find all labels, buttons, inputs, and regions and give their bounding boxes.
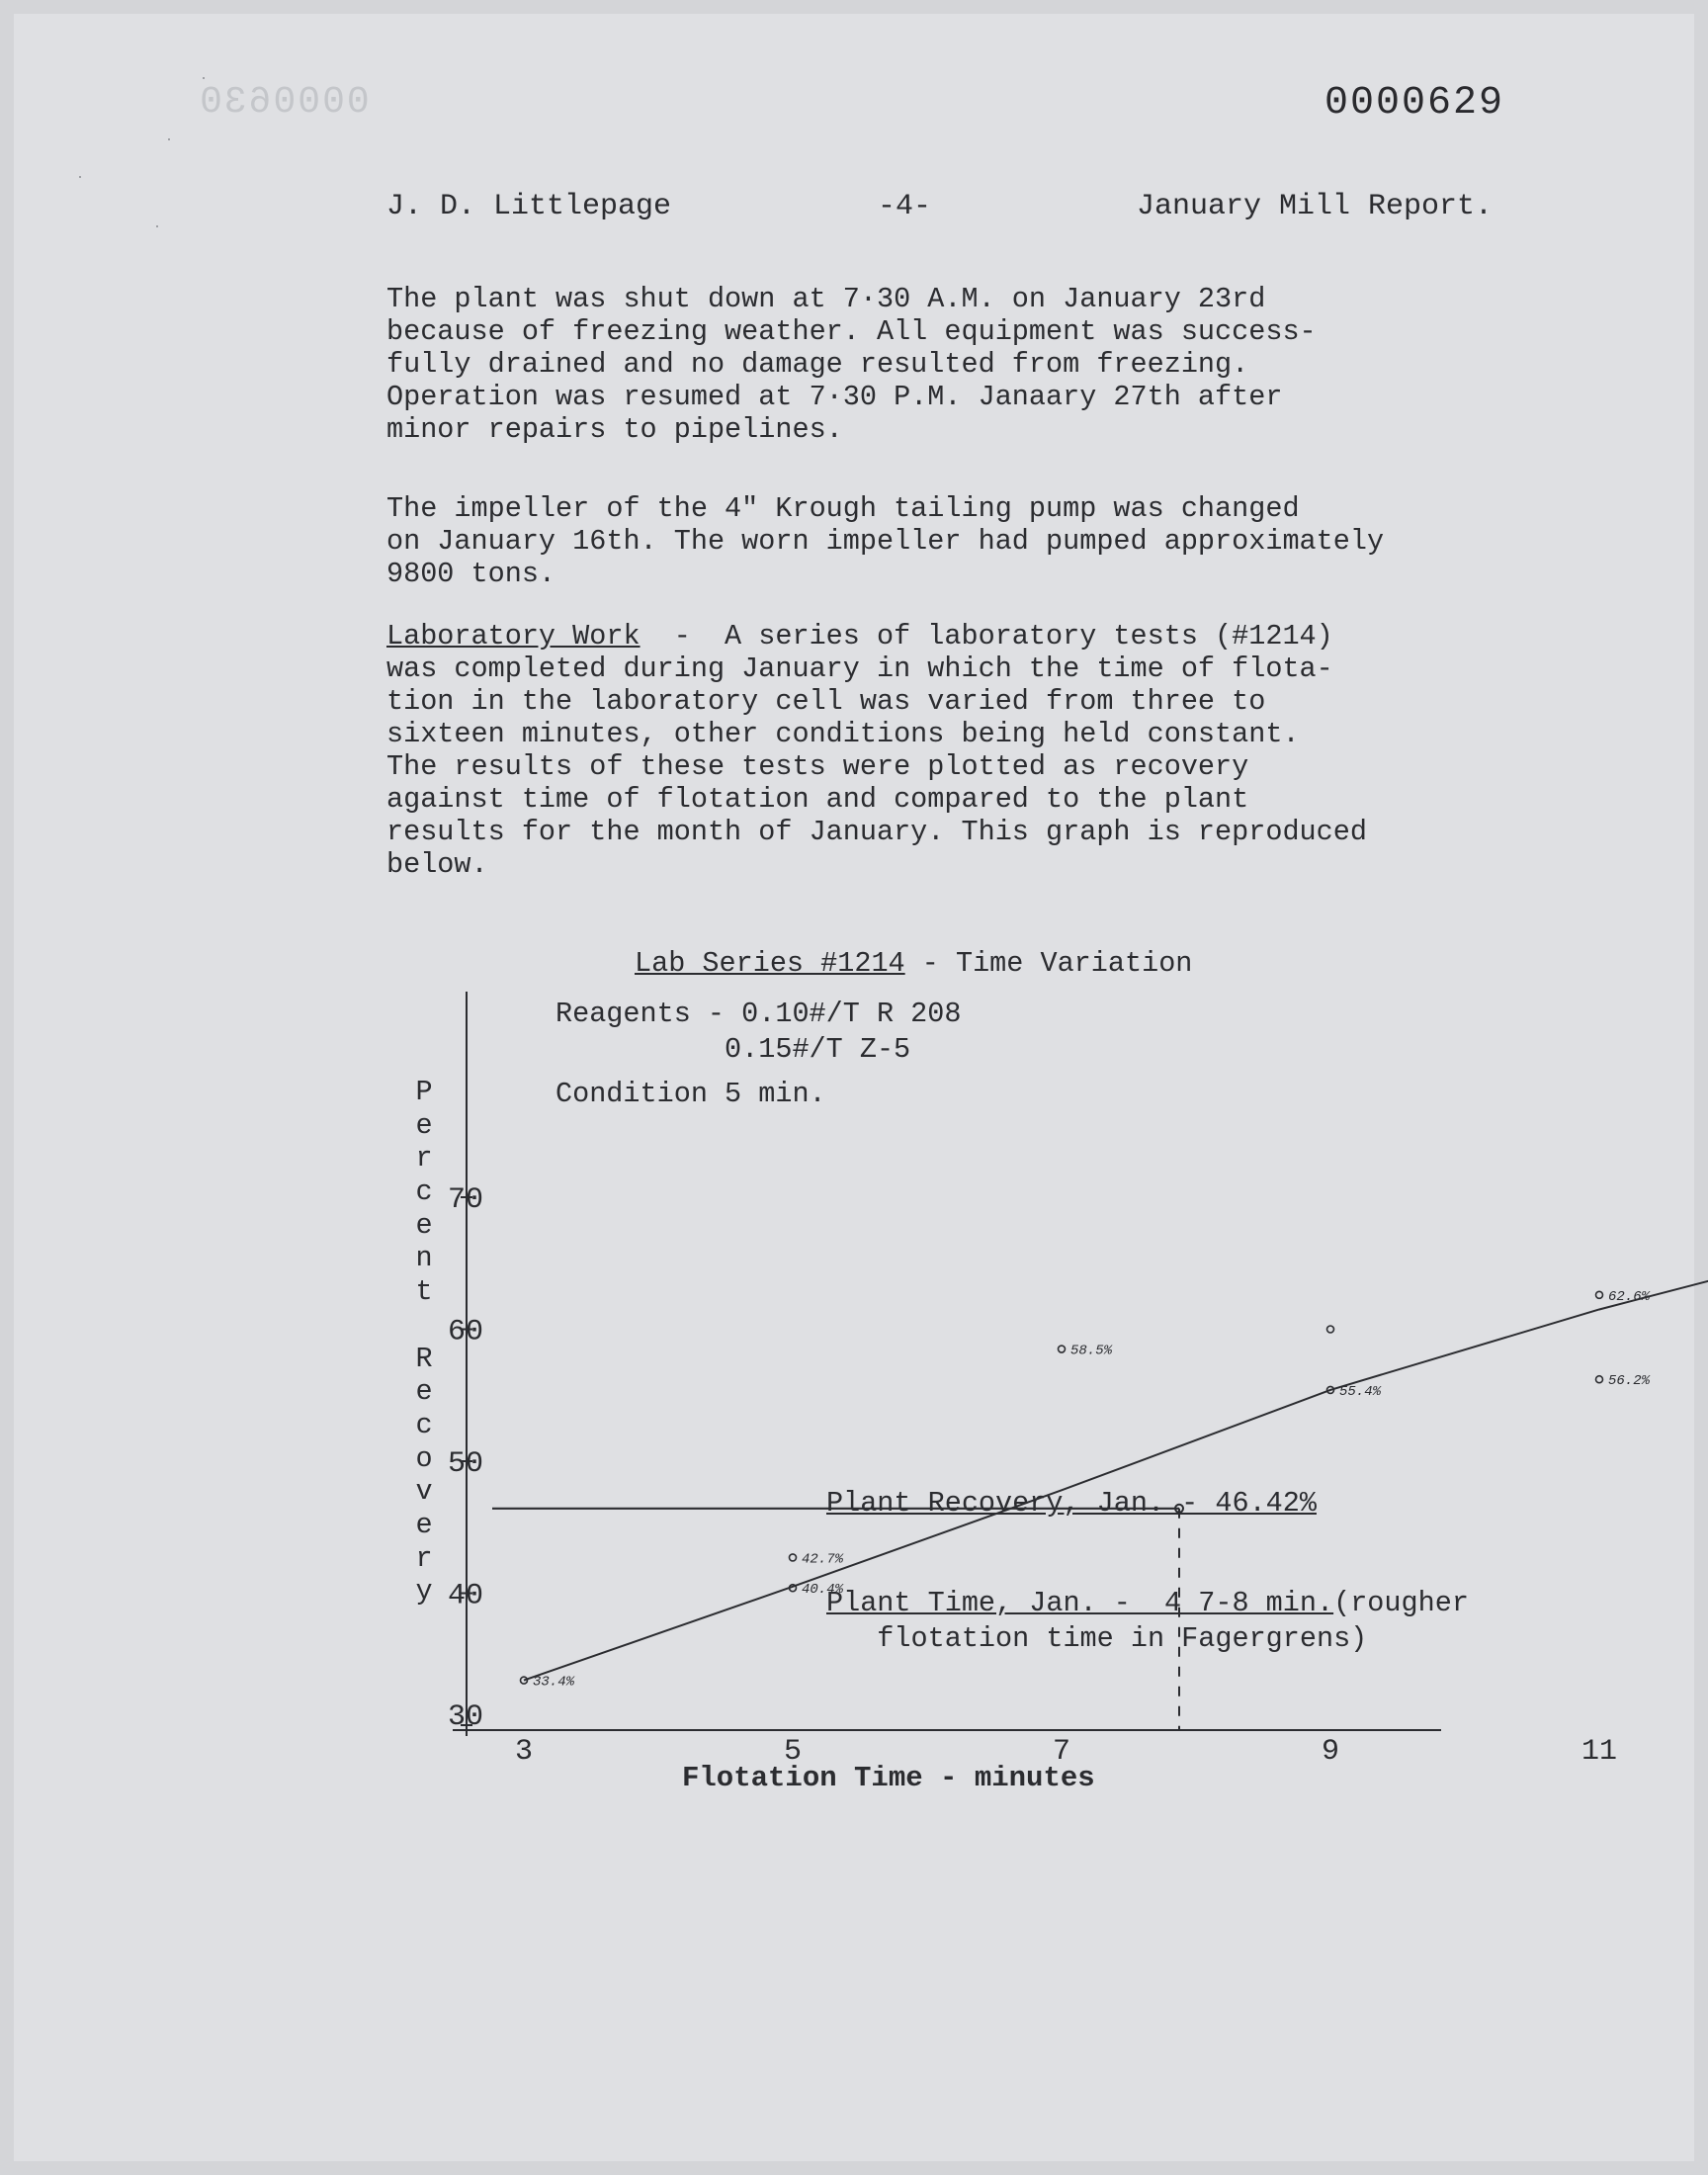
chart-condition: Condition 5 min. [555, 1078, 826, 1110]
header-report-title: January Mill Report. [1137, 190, 1494, 223]
data-point-label: 33.4% [533, 1674, 575, 1691]
ylabel-letter: c [415, 1175, 433, 1209]
y-tick-label: 30 [448, 1700, 484, 1734]
plant-time-note: (rougher [1333, 1587, 1469, 1619]
data-point-label: 40.4% [802, 1582, 844, 1599]
speck [156, 225, 158, 227]
data-point [1327, 1326, 1334, 1333]
speck [203, 77, 205, 79]
header-author: J. D. Littlepage [386, 190, 672, 223]
plant-time-note-2: flotation time in Fagergrens) [826, 1622, 1368, 1655]
chart-xlabel: Flotation Time - minutes [682, 1762, 1095, 1794]
speck [168, 138, 170, 140]
data-point [1596, 1291, 1603, 1298]
ylabel-letter: n [415, 1242, 433, 1275]
ylabel-letter: e [415, 1208, 433, 1242]
y-tick-label: 50 [448, 1447, 484, 1481]
y-tick-label: 70 [448, 1183, 484, 1217]
ylabel-letter: e [415, 1375, 433, 1409]
data-point-label: 42.7% [802, 1551, 844, 1568]
plant-time-text: Plant Time, Jan. - 4 7-8 min. [826, 1587, 1334, 1619]
data-point [790, 1554, 797, 1561]
ylabel-letter: r [415, 1541, 433, 1575]
data-point-label: 56.2% [1608, 1373, 1651, 1390]
x-tick-label: 3 [514, 1735, 534, 1769]
ylabel-letter: r [415, 1142, 433, 1175]
ylabel-letter: P [415, 1076, 433, 1108]
ylabel-letter: o [415, 1441, 433, 1475]
x-tick-label: 11 [1580, 1735, 1618, 1769]
laboratory-first-line: - A series of laboratory tests (#1214) [640, 620, 1333, 652]
data-point [1596, 1376, 1603, 1383]
ylabel-letter: R [415, 1342, 433, 1375]
paragraph-impeller: The impeller of the 4" Krough tailing pump was changed on January 16th. The worn impeller had pumped approximately 9800 tons. [386, 492, 1385, 590]
x-tick-label: 5 [783, 1735, 803, 1769]
plant-recovery-text: Plant Recovery, Jan. - 46.42% [826, 1487, 1317, 1520]
ylabel-letter: c [415, 1408, 433, 1441]
plant-time-label [826, 1586, 1469, 1657]
laboratory-heading: Laboratory Work [386, 620, 640, 652]
chart-title-rest: - Time Variation [904, 947, 1193, 980]
x-tick-label: 9 [1321, 1735, 1340, 1769]
paragraph-shutdown: The plant was shut down at 7·30 A.M. on January 23rd because of freezing weather. All equipment was success- fully drained and no damage resulted from freezing. Operation was resumed at 7·30 P.M. Janaary 27th after minor repairs to pipelines. [386, 283, 1317, 446]
ylabel-letter: v [415, 1475, 433, 1509]
reagent-line-2: 0.15#/T Z-5 [555, 1033, 911, 1066]
speck [79, 176, 81, 178]
chart-ticks [448, 1183, 1708, 1769]
data-point-label: 55.4% [1339, 1383, 1382, 1400]
ylabel-letter: t [415, 1275, 433, 1309]
plant-recovery-label [826, 1486, 1317, 1522]
laboratory-body: was completed during January in which the time of flota- tion in the laboratory cell was varied from three to sixteen minutes, other conditions being held constant. The results of these tests were plotted as recovery against time of flotation and compared to the plant results for the month of January. This graph is reproduced below. [386, 652, 1367, 881]
x-tick-label: 7 [1052, 1735, 1071, 1769]
data-point-label: 58.5% [1070, 1343, 1113, 1359]
y-tick-label: 40 [448, 1579, 484, 1613]
document-number: 0000629 [1324, 81, 1505, 126]
data-point-label: 62.6% [1608, 1288, 1651, 1305]
chart-title-series: Lab Series #1214 [635, 947, 905, 980]
ylabel-letter: e [415, 1108, 433, 1142]
ylabel-letter: y [415, 1575, 433, 1609]
y-tick-label: 60 [448, 1315, 484, 1349]
header-page-number: -4- [878, 190, 932, 223]
data-point [1059, 1346, 1066, 1352]
ylabel-letter: e [415, 1508, 433, 1541]
ghost-stamp-number: 0000630 [198, 81, 370, 124]
reagent-line-1: Reagents - 0.10#/T R 208 [555, 998, 962, 1030]
